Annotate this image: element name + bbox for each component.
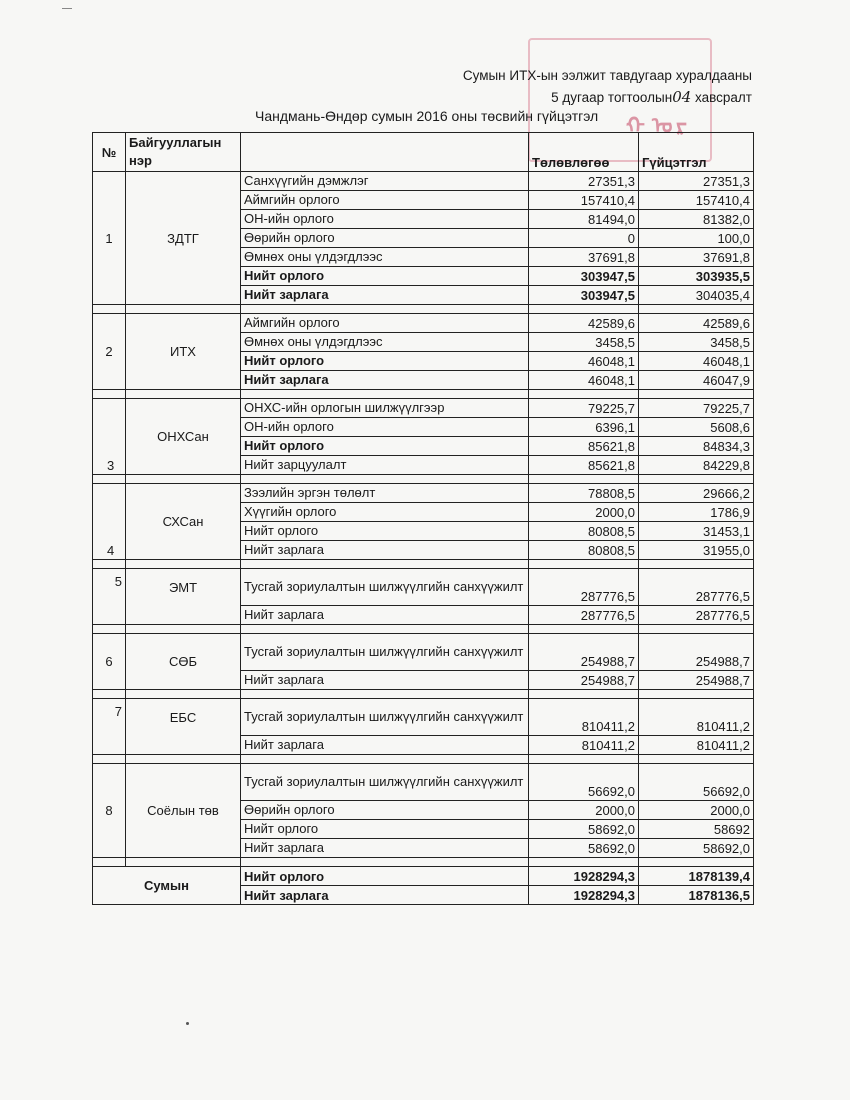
table-row [93, 172, 754, 191]
line-item-label: ОН-ийн орлого [241, 210, 529, 229]
organization-name: СХСан [126, 484, 241, 560]
line-item-label: Нийт орлого [241, 352, 529, 371]
line-item-label: Өмнөх оны үлдэгдлээс [241, 333, 529, 352]
table-header-row [93, 133, 754, 172]
line-item-label: Хүүгийн орлого [241, 503, 529, 522]
spacer-row [93, 858, 754, 867]
line-item-label: Зээлийн эргэн төлөлт [241, 484, 529, 503]
resolution-number-text: 5 дугаар тогтоолын [551, 90, 673, 105]
actual-value: 2000,0 [639, 801, 754, 820]
line-item-label: Нийт зарлага [241, 286, 529, 305]
row-number: 6 [93, 634, 126, 690]
line-item-label: Аймгийн орлого [241, 191, 529, 210]
plan-value: 81494,0 [529, 210, 639, 229]
line-item-label: Өөрийн орлого [241, 229, 529, 248]
table-row [93, 634, 754, 671]
empty-cell [529, 390, 639, 399]
table-row [93, 569, 754, 606]
empty-cell [93, 755, 126, 764]
plan-value: 78808,5 [529, 484, 639, 503]
actual-value: 29666,2 [639, 484, 754, 503]
plan-value: 27351,3 [529, 172, 639, 191]
plan-value: 810411,2 [529, 736, 639, 755]
line-item-label: Нийт орлого [241, 522, 529, 541]
total-line-label: Нийт орлого [241, 867, 529, 886]
empty-cell [126, 690, 241, 699]
actual-value: 84834,3 [639, 437, 754, 456]
line-item-label: Тусгай зориулалтын шилжүүлгийн санхүүжилт [241, 569, 529, 606]
empty-cell [529, 305, 639, 314]
line-item-label: Нийт зарцуулалт [241, 456, 529, 475]
empty-cell [639, 305, 754, 314]
actual-value: 58692,0 [639, 839, 754, 858]
plan-value: 85621,8 [529, 456, 639, 475]
plan-value: 2000,0 [529, 503, 639, 522]
organization-name: ОНХСан [126, 399, 241, 475]
line-item-label: Тусгай зориулалтын шилжүүлгийн санхүүжилт [241, 699, 529, 736]
row-number: 8 [93, 764, 126, 858]
organization-name: ЗДТГ [126, 172, 241, 305]
line-item-label: Тусгай зориулалтын шилжүүлгийн санхүүжилт [241, 634, 529, 671]
plan-value: 303947,5 [529, 286, 639, 305]
empty-cell [93, 625, 126, 634]
line-item-label: Нийт зарлага [241, 541, 529, 560]
actual-value: 254988,7 [639, 671, 754, 690]
empty-cell [241, 625, 529, 634]
empty-cell [93, 390, 126, 399]
actual-value: 810411,2 [639, 699, 754, 736]
appendix-word: хавсралт [691, 90, 752, 105]
empty-cell [126, 475, 241, 484]
resolution-reference-line-1: Сумын ИТХ-ын ээлжит тавдугаар хуралдааны [462, 68, 752, 83]
plan-value: 287776,5 [529, 606, 639, 625]
empty-cell [93, 858, 126, 867]
table-row [93, 764, 754, 801]
plan-value: 58692,0 [529, 839, 639, 858]
plan-value: 810411,2 [529, 699, 639, 736]
row-number: 3 [93, 399, 126, 475]
plan-value: 303947,5 [529, 267, 639, 286]
column-header-plan: Төлөвлөгөө [529, 133, 639, 172]
organization-name: ЕБС [126, 699, 241, 755]
empty-cell [93, 305, 126, 314]
total-plan-value: 1928294,3 [529, 867, 639, 886]
plan-value: 0 [529, 229, 639, 248]
plan-value: 85621,8 [529, 437, 639, 456]
table-row [93, 484, 754, 503]
line-item-label: Нийт зарлага [241, 371, 529, 390]
plan-value: 157410,4 [529, 191, 639, 210]
spacer-row [93, 560, 754, 569]
line-item-label: Нийт зарлага [241, 839, 529, 858]
total-label: Сумын [93, 867, 241, 905]
total-actual-value: 1878139,4 [639, 867, 754, 886]
empty-cell [126, 858, 241, 867]
line-item-label: Тусгай зориулалтын шилжүүлгийн санхүүжилт [241, 764, 529, 801]
empty-cell [529, 755, 639, 764]
line-item-label: Аймгийн орлого [241, 314, 529, 333]
plan-value: 254988,7 [529, 671, 639, 690]
document-title: Чандмань-Өндөр сумын 2016 оны төсвийн гүйцэтгэл [255, 108, 599, 124]
line-item-label: Нийт зарлага [241, 671, 529, 690]
spacer-row [93, 390, 754, 399]
scan-speck [186, 1022, 189, 1025]
empty-cell [241, 690, 529, 699]
seal-script-icon: ᠬ [626, 113, 645, 139]
organization-name: ИТХ [126, 314, 241, 390]
empty-cell [639, 690, 754, 699]
actual-value: 157410,4 [639, 191, 754, 210]
organization-name: Соёлын төв [126, 764, 241, 858]
spacer-row [93, 305, 754, 314]
scan-mark [62, 8, 72, 9]
empty-cell [639, 858, 754, 867]
actual-value: 42589,6 [639, 314, 754, 333]
table-row [93, 314, 754, 333]
column-header-actual: Гүйцэтгэл [639, 133, 754, 172]
plan-value: 287776,5 [529, 569, 639, 606]
actual-value: 5608,6 [639, 418, 754, 437]
actual-value: 27351,3 [639, 172, 754, 191]
plan-value: 254988,7 [529, 634, 639, 671]
line-item-label: Нийт орлого [241, 267, 529, 286]
total-actual-value: 1878136,5 [639, 886, 754, 905]
budget-table [92, 132, 754, 905]
line-item-label: ОН-ийн орлого [241, 418, 529, 437]
spacer-row [93, 690, 754, 699]
row-number: 4 [93, 484, 126, 560]
empty-cell [93, 690, 126, 699]
plan-value: 80808,5 [529, 522, 639, 541]
plan-value: 2000,0 [529, 801, 639, 820]
empty-cell [529, 475, 639, 484]
actual-value: 79225,7 [639, 399, 754, 418]
actual-value: 287776,5 [639, 606, 754, 625]
actual-value: 100,0 [639, 229, 754, 248]
actual-value: 287776,5 [639, 569, 754, 606]
row-number: 5 [93, 569, 126, 625]
plan-value: 42589,6 [529, 314, 639, 333]
actual-value: 46047,9 [639, 371, 754, 390]
actual-value: 1786,9 [639, 503, 754, 522]
table-row [93, 399, 754, 418]
empty-cell [529, 560, 639, 569]
budget-table-body [93, 133, 754, 905]
line-item-label: Нийт орлого [241, 437, 529, 456]
spacer-row [93, 475, 754, 484]
seal-script-icon: ᠤ [652, 113, 673, 139]
empty-cell [639, 390, 754, 399]
actual-value: 37691,8 [639, 248, 754, 267]
empty-cell [241, 560, 529, 569]
actual-value: 304035,4 [639, 286, 754, 305]
row-number: 7 [93, 699, 126, 755]
column-header-blank [241, 133, 529, 172]
row-number: 2 [93, 314, 126, 390]
line-item-label: Санхүүгийн дэмжлэг [241, 172, 529, 191]
empty-cell [529, 690, 639, 699]
line-item-label: ОНХС-ийн орлогын шилжүүлгээр [241, 399, 529, 418]
empty-cell [126, 560, 241, 569]
plan-value: 46048,1 [529, 352, 639, 371]
actual-value: 31453,1 [639, 522, 754, 541]
empty-cell [126, 390, 241, 399]
actual-value: 3458,5 [639, 333, 754, 352]
column-header-organization: Байгууллагын нэр [126, 133, 241, 172]
table-row [93, 699, 754, 736]
plan-value: 3458,5 [529, 333, 639, 352]
plan-value: 58692,0 [529, 820, 639, 839]
handwritten-number: 04 [672, 88, 692, 106]
plan-value: 56692,0 [529, 764, 639, 801]
resolution-reference-line-2 [551, 88, 752, 106]
actual-value: 31955,0 [639, 541, 754, 560]
line-item-label: Нийт зарлага [241, 736, 529, 755]
line-item-label: Өмнөх оны үлдэгдлээс [241, 248, 529, 267]
empty-cell [126, 625, 241, 634]
line-item-label: Нийт орлого [241, 820, 529, 839]
empty-cell [529, 625, 639, 634]
empty-cell [241, 305, 529, 314]
empty-cell [93, 475, 126, 484]
actual-value: 810411,2 [639, 736, 754, 755]
total-row [93, 867, 754, 886]
plan-value: 6396,1 [529, 418, 639, 437]
empty-cell [241, 390, 529, 399]
empty-cell [529, 858, 639, 867]
empty-cell [126, 755, 241, 764]
empty-cell [639, 475, 754, 484]
column-header-number: № [93, 133, 126, 172]
plan-value: 80808,5 [529, 541, 639, 560]
total-plan-value: 1928294,3 [529, 886, 639, 905]
line-item-label: Нийт зарлага [241, 606, 529, 625]
empty-cell [639, 755, 754, 764]
organization-name: СӨБ [126, 634, 241, 690]
empty-cell [241, 858, 529, 867]
spacer-row [93, 755, 754, 764]
empty-cell [639, 560, 754, 569]
actual-value: 46048,1 [639, 352, 754, 371]
actual-value: 254988,7 [639, 634, 754, 671]
empty-cell [639, 625, 754, 634]
actual-value: 84229,8 [639, 456, 754, 475]
plan-value: 37691,8 [529, 248, 639, 267]
empty-cell [241, 475, 529, 484]
actual-value: 81382,0 [639, 210, 754, 229]
row-number: 1 [93, 172, 126, 305]
line-item-label: Өөрийн орлого [241, 801, 529, 820]
plan-value: 46048,1 [529, 371, 639, 390]
plan-value: 79225,7 [529, 399, 639, 418]
empty-cell [126, 305, 241, 314]
actual-value: 303935,5 [639, 267, 754, 286]
empty-cell [241, 755, 529, 764]
empty-cell [93, 560, 126, 569]
spacer-row [93, 625, 754, 634]
organization-name: ЭМТ [126, 569, 241, 625]
seal-script-icon: ᠷ [676, 113, 687, 139]
actual-value: 56692,0 [639, 764, 754, 801]
actual-value: 58692 [639, 820, 754, 839]
total-line-label: Нийт зарлага [241, 886, 529, 905]
